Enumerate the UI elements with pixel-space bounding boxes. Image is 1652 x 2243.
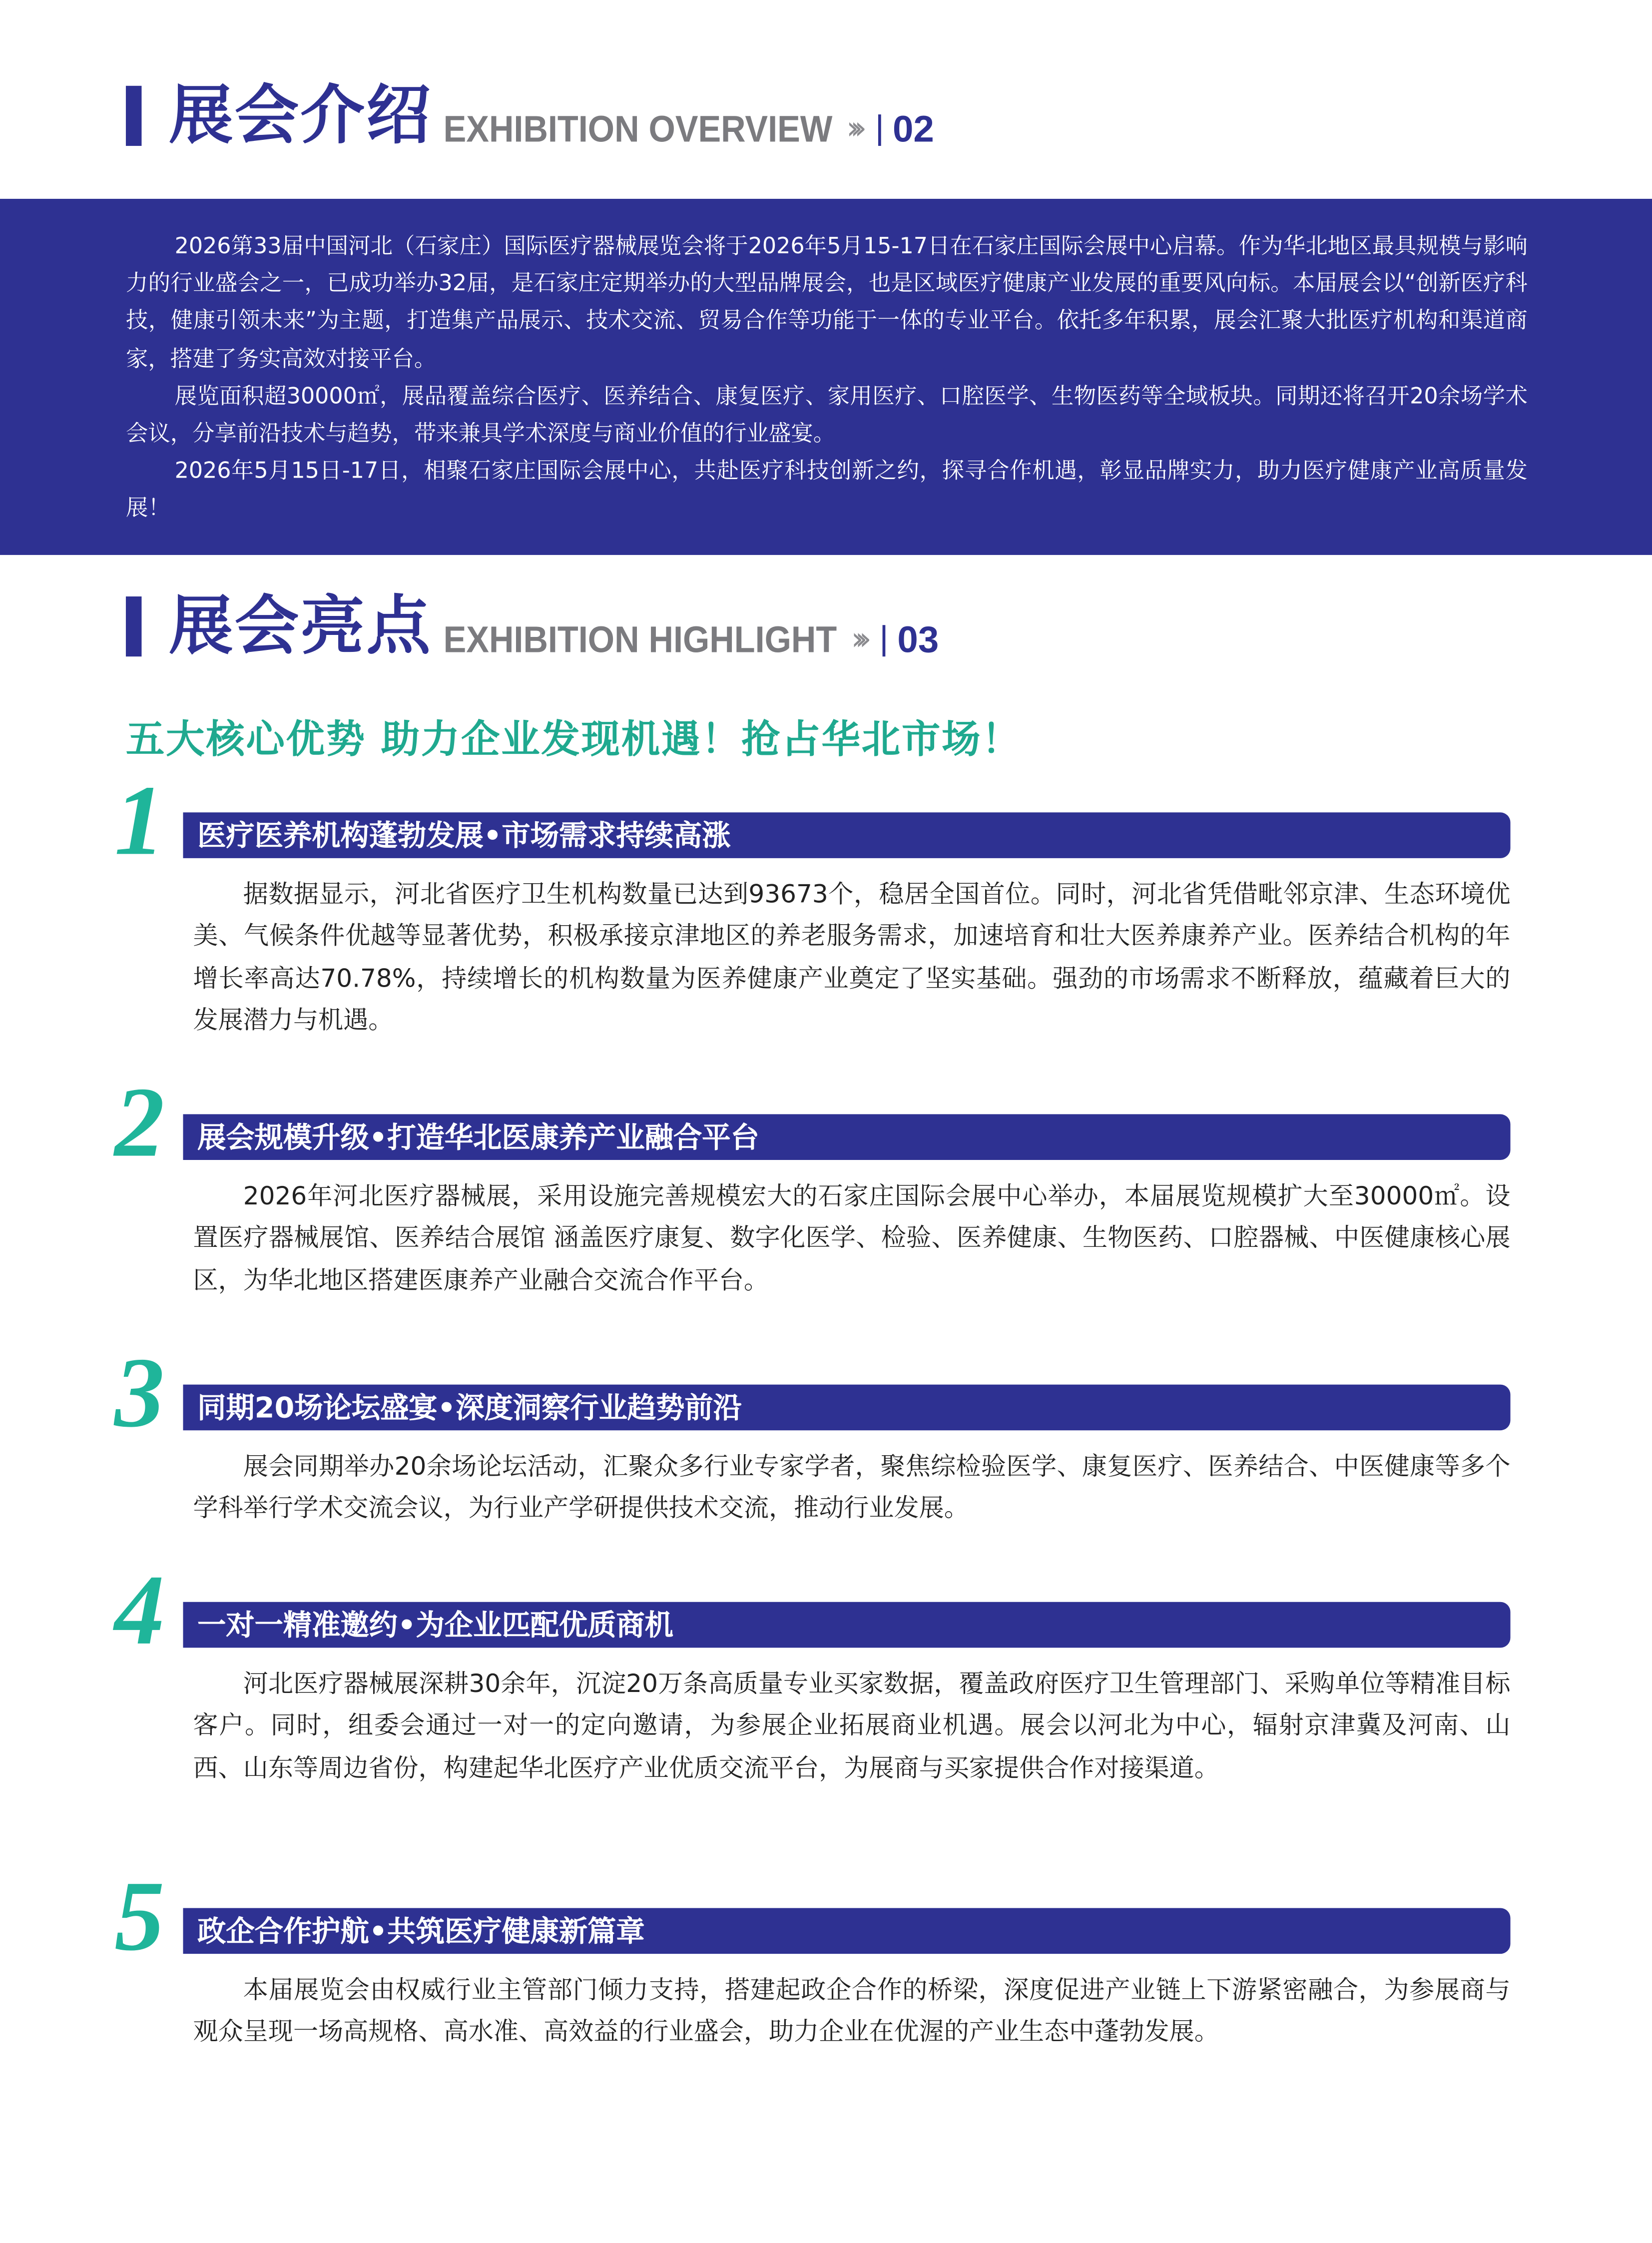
item-title: 医疗医养机构蓬勃发展•市场需求持续高涨 [197, 818, 731, 853]
divider [878, 114, 881, 146]
item-title-bar [183, 1385, 1510, 1431]
chevrons-icon: ››› [846, 111, 859, 147]
overview-number: 02 [892, 107, 934, 150]
overview-paragraph: 2026年5月15日-17日，相聚石家庄国际会展中心，共赴医疗科技创新之约，探寻合作机遇，彰显品牌实力，助力医疗健康产业高质量发展！ [125, 458, 1528, 522]
highlight-title: 展会亮点 [168, 587, 432, 664]
item-number: 3 [114, 1338, 165, 1449]
overview-paragraph: 展览面积超30000㎡，展品覆盖综合医疗、医养结合、康复医疗、家用医疗、口腔医学、生物医药等全域板块。同期还将召开20余场学术会议，分享前沿技术与趋势，带来兼具学术深度与商业价值的行业盛宴。 [125, 383, 1528, 447]
item-body: 河北医疗器械展深耕30余年，沉淀20万条高质量专业买家数据，覆盖政府医疗卫生管理部门、采购单位等精准目标客户。同时，组委会通过一对一的定向邀请，为参展企业拓展商业机遇。展会以河北为中心，辐射京津冀及河南、山西、山东等周边省份，构建起华北医疗产业优质交流平台，为展商与买家提供合作对接渠道。 [193, 1671, 1511, 1783]
highlight-tagline: 五大核心优势 助力企业发现机遇！抢占华北市场！ [125, 718, 1022, 763]
item-title-bar [183, 1114, 1510, 1160]
item-number: 5 [114, 1862, 165, 1973]
header-accent-bar [126, 86, 141, 146]
divider [883, 625, 886, 656]
item-number: 4 [114, 1556, 165, 1667]
item-title-bar [183, 1602, 1510, 1648]
highlight-header [126, 587, 939, 664]
overview-header [126, 77, 934, 153]
overview-paragraph: 2026第33届中国河北（石家庄）国际医疗器械展览会将于2026年5月15-17日在石家庄国际会展中心启幕。作为华北地区最具规模与影响力的行业盛会之一，已成功举办32届，是石家庄定期举办的大型品牌展会，也是区域医疗健康产业发展的重要风向标。本届展会以“创新医疗科技，健康引领未来”为主题，打造集产品展示、技术交流、贸易合作等功能于一体的专业平台。依托多年积累，展会汇聚大批医疗机构和渠道商家，搭建了务实高效对接平台。 [125, 233, 1528, 372]
chevrons-icon: ››› [851, 622, 863, 658]
highlight-number: 03 [897, 617, 939, 661]
item-body: 2026年河北医疗器械展，采用设施完善规模宏大的石家庄国际会展中心举办，本届展览规模扩大至30000㎡。设置医疗器械展馆、医养结合展馆 涵盖医疗康复、数字化医学、检验、医养健康、生物医药、口腔器械、中医健康核心展区，为华北地区搭建医康养产业融合交流合作平台。 [193, 1182, 1511, 1295]
item-title-bar [183, 812, 1510, 858]
overview-title: 展会介绍 [168, 77, 432, 153]
item-title: 同期20场论坛盛宴•深度洞察行业趋势前沿 [197, 1390, 742, 1425]
item-title-bar [183, 1908, 1510, 1954]
item-number: 2 [114, 1068, 165, 1179]
overview-title-en: EXHIBITION OVERVIEW [443, 107, 833, 150]
item-title: 政企合作护航•共筑医疗健康新篇章 [197, 1913, 645, 1948]
item-title: 展会规模升级•打造华北医康养产业融合平台 [197, 1120, 759, 1154]
header-accent-bar [126, 596, 141, 656]
highlight-title-en: EXHIBITION HIGHLIGHT [443, 617, 837, 661]
item-body: 据数据显示，河北省医疗卫生机构数量已达到93673个，稳居全国首位。同时，河北省凭借毗邻京津、生态环境优美、气候条件优越等显著优势，积极承接京津地区的养老服务需求，加速培育和壮大医养康养产业。医养结合机构的年增长率高达70.78%，持续增长的机构数量为医养健康产业奠定了坚实基础。强劲的市场需求不断释放，蕴藏着巨大的发展潜力与机遇。 [193, 881, 1511, 1036]
item-body: 展会同期举办20余场论坛活动，汇聚众多行业专家学者，聚焦综检验医学、康复医疗、医养结合、中医健康等多个学科举行学术交流会议，为行业产学研提供技术交流，推动行业发展。 [193, 1453, 1511, 1524]
overview-text [126, 227, 1528, 527]
item-title: 一对一精准邀约•为企业匹配优质商机 [197, 1608, 673, 1642]
item-number: 1 [114, 766, 165, 877]
item-body: 本届展览会由权威行业主管部门倾力支持，搭建起政企合作的桥梁，深度促进产业链上下游紧密融合，为参展商与观众呈现一场高规格、高水准、高效益的行业盛会，助力企业在优渥的产业生态中蓬勃发展。 [193, 1976, 1511, 2048]
